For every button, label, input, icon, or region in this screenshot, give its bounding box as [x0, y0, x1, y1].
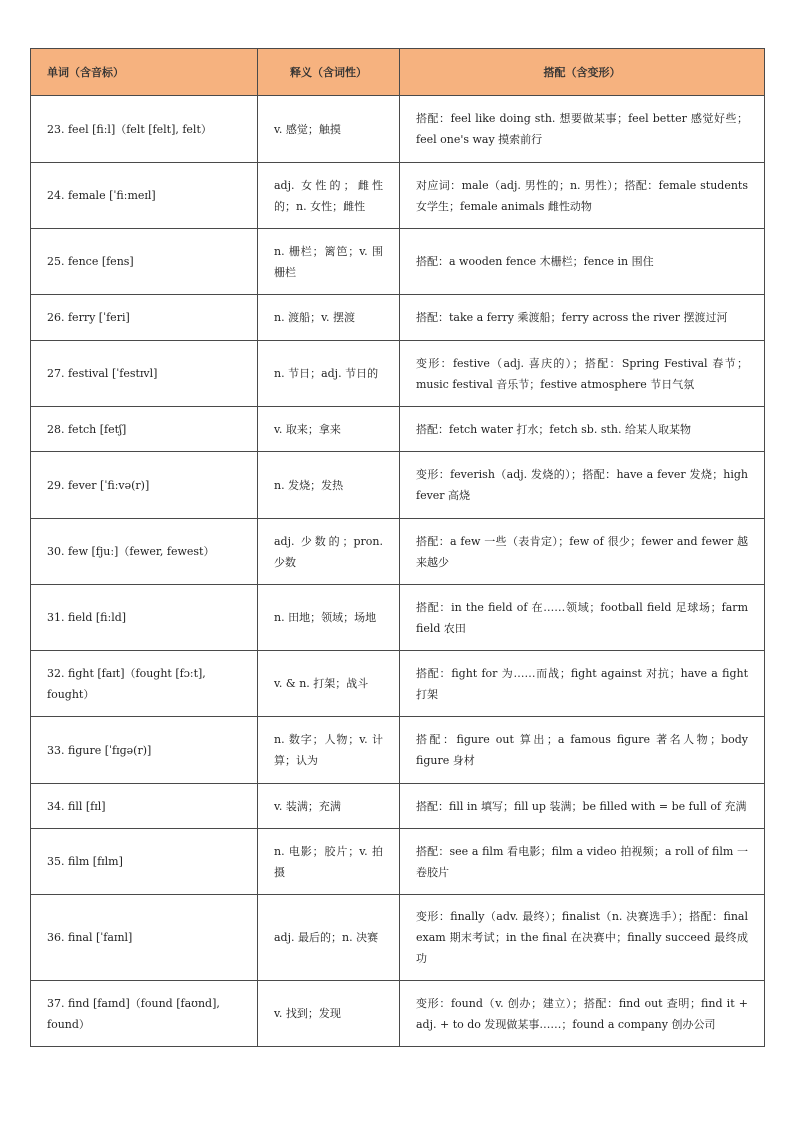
meaning-cell: v. 取来；拿来 [258, 407, 400, 452]
table-row [31, 784, 765, 829]
table-row [31, 829, 765, 895]
meaning-cell: adj. 少数的；pron. 少数 [258, 519, 400, 585]
collocation-cell: 搭配：a wooden fence 木栅栏；fence in 围住 [400, 229, 765, 295]
word-cell: 37. find [faɪnd]（found [faʊnd], found） [31, 981, 258, 1047]
collocation-cell: 搭配：in the field of 在……领域；football field 足球场；farm field 农田 [400, 585, 765, 651]
header-word: 单词（含音标） [31, 49, 258, 96]
collocation-cell: 搭配：a few 一些（表肯定）；few of 很少；fewer and fewer 越来越少 [400, 519, 765, 585]
word-cell: 33. figure [ˈfɪɡə(r)] [31, 717, 258, 784]
table-body [31, 96, 765, 1047]
collocation-cell: 变形：found（v. 创办；建立）；搭配：find out 查明；find it + adj. + to do 发现做某事……；found a company 创办公司 [400, 981, 765, 1047]
table-row [31, 407, 765, 452]
meaning-cell: v. 装满；充满 [258, 784, 400, 829]
table-row [31, 229, 765, 295]
meaning-cell: n. 数字；人物；v. 计算；认为 [258, 717, 400, 784]
word-cell: 27. festival [ˈfestɪvl] [31, 341, 258, 407]
collocation-cell: 变形：festive（adj. 喜庆的）；搭配：Spring Festival 春节；music festival 音乐节；festive atmosphere 节日气氛 [400, 341, 765, 407]
collocation-cell: 变形：feverish（adj. 发烧的）；搭配：have a fever 发烧；high fever 高烧 [400, 452, 765, 519]
table-row [31, 717, 765, 784]
table-row [31, 295, 765, 341]
meaning-cell: n. 节日；adj. 节日的 [258, 341, 400, 407]
meaning-cell: n. 渡船；v. 摆渡 [258, 295, 400, 341]
meaning-cell: v. 找到；发现 [258, 981, 400, 1047]
meaning-cell: n. 栅栏；篱笆；v. 围栅栏 [258, 229, 400, 295]
meaning-cell: adj. 女性的；雌性的；n. 女性；雌性 [258, 163, 400, 229]
meaning-cell: adj. 最后的；n. 决赛 [258, 895, 400, 981]
meaning-cell: v. 感觉；触摸 [258, 96, 400, 163]
word-cell: 34. fill [fɪl] [31, 784, 258, 829]
table-row [31, 452, 765, 519]
header-collocation: 搭配（含变形） [400, 49, 765, 96]
collocation-cell: 搭配：fight for 为……而战；fight against 对抗；have a fight 打架 [400, 651, 765, 717]
meaning-cell: n. 发烧；发热 [258, 452, 400, 519]
collocation-cell: 搭配：figure out 算出；a famous figure 著名人物；body figure 身材 [400, 717, 765, 784]
vocabulary-table [30, 48, 765, 1047]
word-cell: 23. feel [fiːl]（felt [felt], felt） [31, 96, 258, 163]
table-row [31, 585, 765, 651]
word-cell: 24. female [ˈfiːmeɪl] [31, 163, 258, 229]
table-row [31, 651, 765, 717]
header-meaning: 释义（含词性） [258, 49, 400, 96]
collocation-cell: 搭配：take a ferry 乘渡船；ferry across the river 摆渡过河 [400, 295, 765, 341]
word-cell: 36. final [ˈfaɪnl] [31, 895, 258, 981]
table-row [31, 163, 765, 229]
word-cell: 31. field [fiːld] [31, 585, 258, 651]
word-cell: 29. fever [ˈfiːvə(r)] [31, 452, 258, 519]
meaning-cell: n. 电影；胶片；v. 拍摄 [258, 829, 400, 895]
table-row [31, 519, 765, 585]
meaning-cell: n. 田地；领域；场地 [258, 585, 400, 651]
collocation-cell: 变形：finally（adv. 最终）；finalist（n. 决赛选手）；搭配：final exam 期末考试；in the final 在决赛中；finally succeed 最终成功 [400, 895, 765, 981]
word-cell: 28. fetch [fetʃ] [31, 407, 258, 452]
collocation-cell: 搭配：fill in 填写；fill up 装满；be filled with = be full of 充满 [400, 784, 765, 829]
collocation-cell: 搭配：see a film 看电影；film a video 拍视频；a roll of film 一卷胶片 [400, 829, 765, 895]
table-row [31, 341, 765, 407]
word-cell: 25. fence [fens] [31, 229, 258, 295]
table-row [31, 96, 765, 163]
collocation-cell: 搭配：feel like doing sth. 想要做某事；feel better 感觉好些；feel one's way 摸索前行 [400, 96, 765, 163]
meaning-cell: v. & n. 打架；战斗 [258, 651, 400, 717]
table-row [31, 895, 765, 981]
word-cell: 32. fight [faɪt]（fought [fɔːt], fought） [31, 651, 258, 717]
collocation-cell: 对应词：male（adj. 男性的；n. 男性）；搭配：female students 女学生；female animals 雌性动物 [400, 163, 765, 229]
word-cell: 30. few [fjuː]（fewer, fewest） [31, 519, 258, 585]
word-cell: 35. film [fɪlm] [31, 829, 258, 895]
word-cell: 26. ferry [ˈferi] [31, 295, 258, 341]
table-header-row [31, 49, 765, 96]
table-row [31, 981, 765, 1047]
collocation-cell: 搭配：fetch water 打水；fetch sb. sth. 给某人取某物 [400, 407, 765, 452]
